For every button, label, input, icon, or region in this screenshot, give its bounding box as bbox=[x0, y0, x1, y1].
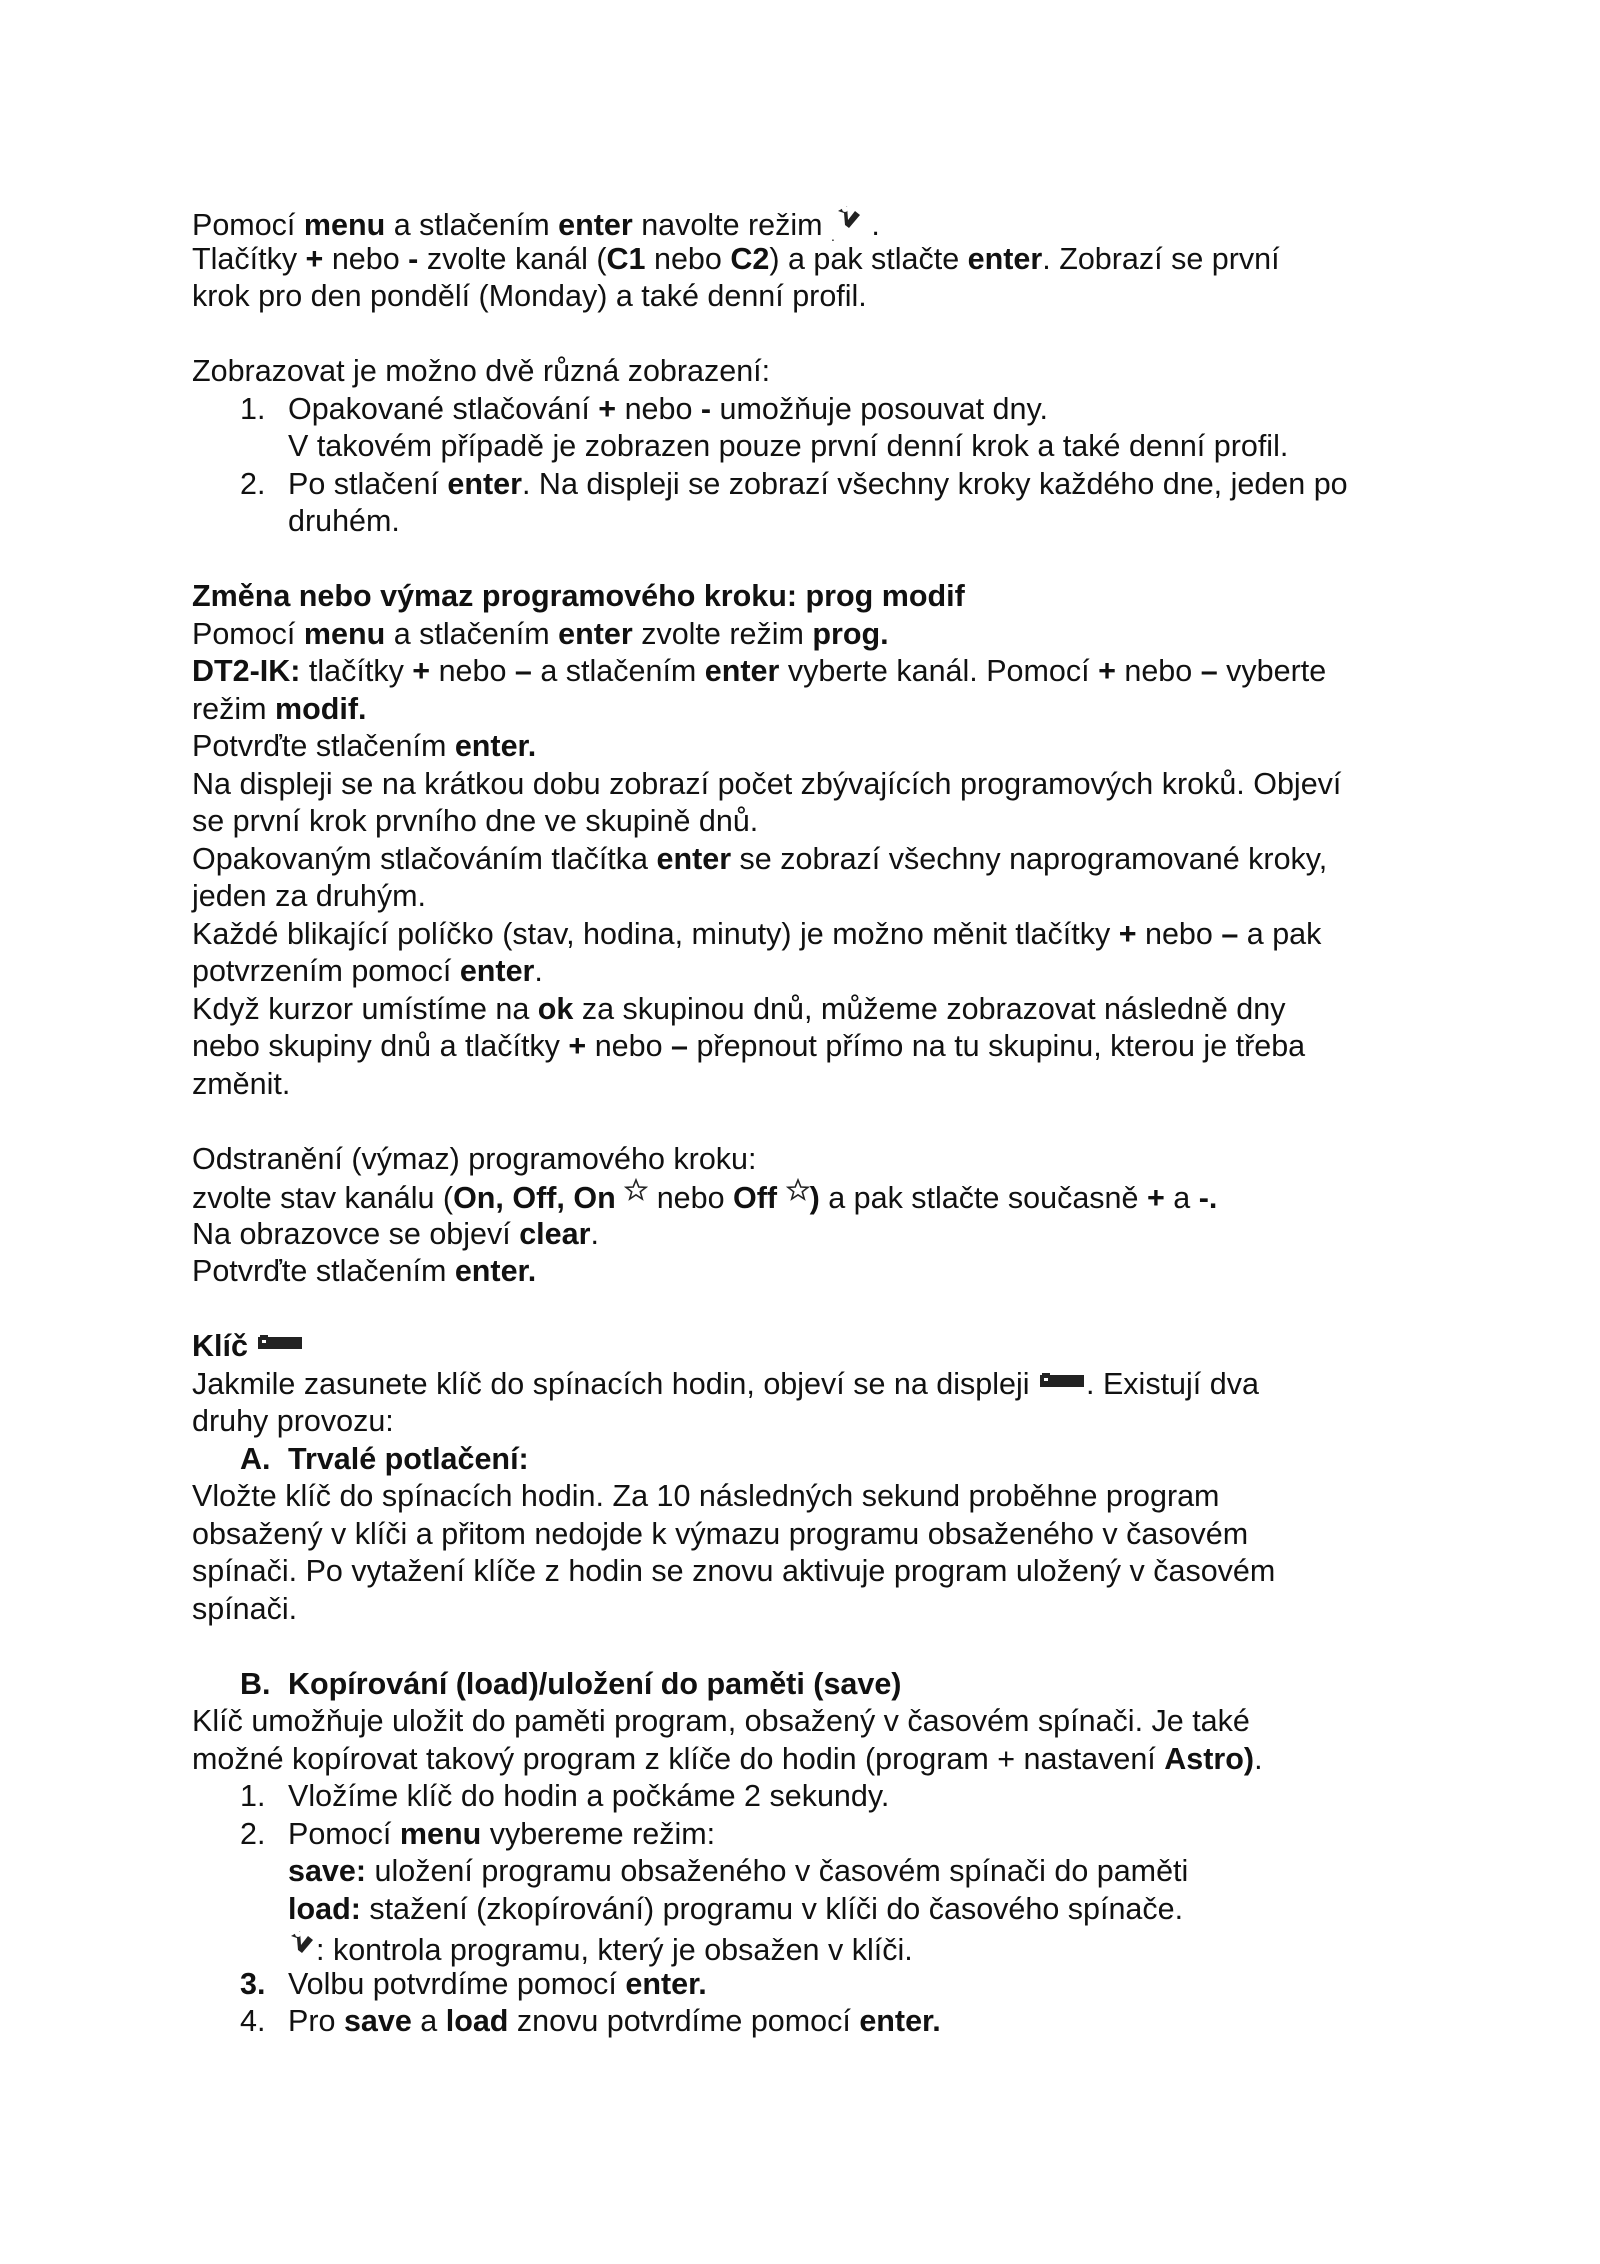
key-b-line-2: možné kopírovat takový program z klíče do hodin (program + nastavení Astro). bbox=[192, 1741, 1263, 1776]
key-section-b-heading: B. Kopírování (load)/uložení do paměti (save) bbox=[240, 1666, 902, 1701]
key-a-line-4: spínači. bbox=[192, 1591, 298, 1626]
views-item-2-cont: druhém. bbox=[288, 504, 400, 538]
key-step-2-load: load: stažení (zkopírování) programu v klíči do časového spínače. bbox=[288, 1891, 1184, 1926]
modif-line-1: Pomocí menu a stlačením enter zvolte režim prog. bbox=[192, 616, 889, 651]
key-icon bbox=[1038, 1372, 1086, 1390]
key-line-1: Jakmile zasunete klíč do spínacích hodin, objeví se na displeji . Existují dva bbox=[192, 1366, 1259, 1401]
modif-title: Změna nebo výmaz programového kroku: prog modif bbox=[192, 579, 965, 613]
key-a-line-1: Vložte klíč do spínacích hodin. Za 10 následných sekund proběhne program bbox=[192, 1479, 1220, 1513]
views-item-1: 1. Opakované stlačování + nebo - umožňuje posouvat dny. bbox=[240, 391, 1048, 426]
delete-line-3: Na obrazovce se objeví clear. bbox=[192, 1216, 599, 1251]
views-item-1-cont: V takovém případě je zobrazen pouze první denní krok a také denní profil. bbox=[288, 429, 1289, 463]
key-b-line-1: Klíč umožňuje uložit do paměti program, obsažený v časovém spínači. Je také bbox=[192, 1704, 1250, 1738]
key-step-2-save: save: uložení programu obsaženého v časovém spínači do paměti bbox=[288, 1854, 1189, 1888]
key-title: Klíč bbox=[192, 1328, 1452, 1366]
intro-line-1: Pomocí menu a stlačením enter navolte režim . . bbox=[192, 203, 1452, 241]
modif-line-10: potvrzením pomocí enter. bbox=[192, 954, 543, 988]
key-line-2: druhy provozu: bbox=[192, 1404, 394, 1438]
views-item-2: 2. Po stlačení enter. Na displeji se zobrazí všechny kroky každého dne, jeden po bbox=[240, 466, 1348, 501]
key-step-4: 4. Pro save a load znovu potvrdíme pomocí enter. bbox=[240, 2004, 941, 2038]
key-section-a-heading: A. Trvalé potlačení: bbox=[240, 1441, 529, 1476]
modif-line-7: Opakovaným stlačováním tlačítka enter se zobrazí všechny naprogramované kroky, bbox=[192, 841, 1328, 876]
modif-line-3: režim modif. bbox=[192, 691, 367, 726]
delete-line-4: Potvrďte stlačením enter. bbox=[192, 1254, 537, 1288]
modif-line-2: DT2-IK: tlačítky + nebo – a stlačením enter vyberte kanál. Pomocí + nebo – vyberte bbox=[192, 654, 1327, 688]
star-outline-icon bbox=[786, 1178, 810, 1202]
delete-line-1: Odstranění (výmaz) programového kroku: bbox=[192, 1141, 757, 1176]
program-check-icon bbox=[288, 1928, 316, 1958]
modif-line-13: změnit. bbox=[192, 1066, 291, 1101]
modif-line-5: Na displeji se na krátkou dobu zobrazí počet zbývajících programových kroků. Objeví bbox=[192, 766, 1342, 801]
key-step-3: 3. Volbu potvrdíme pomocí enter. bbox=[240, 1966, 707, 2001]
document-page bbox=[192, 203, 1452, 2041]
modif-line-8: jeden za druhým. bbox=[192, 879, 426, 913]
key-a-line-2: obsažený v klíči a přitom nedojde k výmazu programu obsaženého v časovém bbox=[192, 1516, 1249, 1551]
modif-line-11: Když kurzor umístíme na ok za skupinou dnů, můžeme zobrazovat následně dny bbox=[192, 991, 1286, 1026]
key-step-1: 1. Vložíme klíč do hodin a počkáme 2 sekundy. bbox=[240, 1779, 890, 1813]
delete-line-2: zvolte stav kanálu (On, Off, On nebo Off ) a pak stlačte současně + a -. bbox=[192, 1178, 1452, 1216]
key-step-2: 2. Pomocí menu vybereme režim: bbox=[240, 1816, 716, 1851]
modif-line-4: Potvrďte stlačením enter. bbox=[192, 729, 537, 763]
modif-line-9: Každé blikající políčko (stav, hodina, minuty) je možno měnit tlačítky + nebo – a pak bbox=[192, 916, 1322, 951]
modif-line-12: nebo skupiny dnů a tlačítky + nebo – přepnout přímo na tu skupinu, kterou je třeba bbox=[192, 1029, 1306, 1063]
key-a-line-3: spínači. Po vytažení klíče z hodin se znovu aktivuje program uložený v časovém bbox=[192, 1554, 1276, 1588]
intro-line-2: Tlačítky + nebo - zvolte kanál (C1 nebo C2) a pak stlačte enter. Zobrazí se první bbox=[192, 241, 1280, 276]
key-icon bbox=[256, 1334, 304, 1352]
program-check-icon bbox=[835, 203, 863, 233]
intro-line-3: krok pro den pondělí (Monday) a také denní profil. bbox=[192, 279, 867, 313]
views-heading: Zobrazovat je možno dvě různá zobrazení: bbox=[192, 354, 771, 388]
modif-line-6: se první krok prvního dne ve skupině dnů. bbox=[192, 804, 759, 838]
star-outline-icon bbox=[624, 1178, 648, 1202]
key-step-2-check: : kontrola programu, který je obsažen v klíči. bbox=[192, 1928, 1452, 1966]
